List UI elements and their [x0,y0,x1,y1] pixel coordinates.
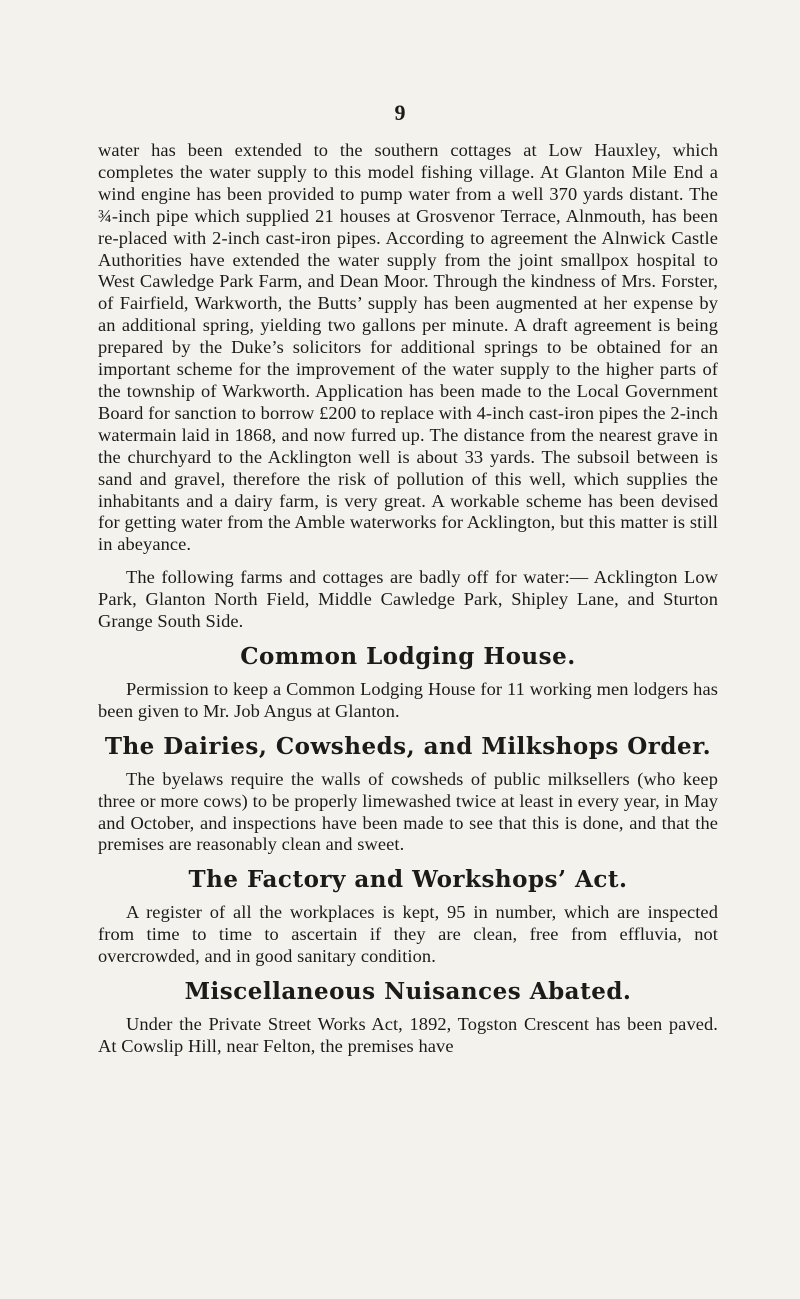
heading-miscellaneous-nuisances: Miscellaneous Nuisances Abated. [184,978,632,1006]
paragraph-miscellaneous-nuisances: Under the Private Street Works Act, 1892, Togston Crescent has been paved. At Cowslip Hill, near Felton, the premises have [98,1014,718,1056]
paragraph-water-supply: water has been extended to the southern cottages at Low Hauxley, which completes the water supply to this model fishing village. At Glanton Mile End a wind engine has been provided to pump water from a well 370 yards distant. The ¾-inch pipe which supplied 21 houses at Grosvenor Terrace, Alnmouth, has been re-placed with 2-inch cast-iron pipes. According to agreement the Alnwick Castle Authorities have extended the water supply from the joint smallpox hospital to West Cawledge Park Farm, and Dean Moor. Through the kindness of Mrs. Forster, of Fairfield, Warkworth, the Butts’ supply has been augmented at her expense by an additional spring, yielding two gallons per minute. A draft agreement is being prepared by the Duke’s solicitors for additional springs to be obtained for an important scheme for the improvement of the water supply to the higher parts of the township of Warkworth. Application has been made to the Local Government Board for sanction to borrow £200 to replace with 4-inch cast-iron pipes the 2-inch watermain laid in 1868, and now furred up. The distance from the nearest grave in the churchyard to the Acklington well is about 33 yards. The subsoil between is sand and gravel, therefore the risk of pollution of this well, which supplies the inhabitants and a dairy farm, is very great. A workable scheme has been devised for getting water from the Amble waterworks for Acklington, but this matter is still in abeyance. [98,140,718,555]
paragraph-common-lodging-house: Permission to keep a Common Lodging House for 11 working men lodgers has been given to Mr. Job Angus at Glanton. [98,678,718,721]
heading-dairies-cowsheds-milkshops: The Dairies, Cowsheds, and Milkshops Order. [104,732,712,760]
paragraph-farms-badly-off: The following farms and cottages are badly off for water:— Acklington Low Park, Glanton North Field, Middle Cawledge Park, Shipley Lane, and Sturton Grange South Side. [98,567,718,632]
paragraph-factory-workshops-act: A register of all the workplaces is kept, 95 in number, which are inspected from time to time to ascertain if they are clean, free from effluvia, not overcrowded, and in good sanitary condition. [98,902,718,967]
paragraph-dairies-cowsheds-milkshops: The byelaws require the walls of cowsheds of public milksellers (who keep three or more cows) to be properly limewashed twice at least in every year, in May and October, and inspections have been made to see that this is done, and that the premises are reasonably clean and sweet. [98,768,718,855]
heading-common-lodging-house: Common Lodging House. [240,642,576,670]
heading-factory-workshops-act: The Factory and Workshops’ Act. [188,866,628,894]
page-number: 9 [394,100,406,125]
document-body [98,140,718,1058]
